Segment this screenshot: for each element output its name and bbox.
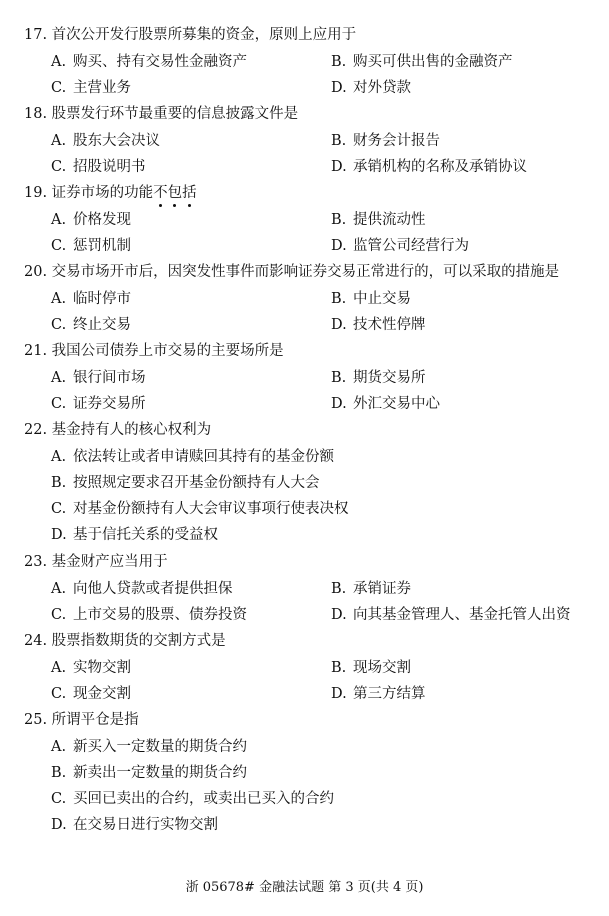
option-a	[51, 657, 131, 679]
option-c	[51, 604, 247, 626]
option-letter: D.	[331, 686, 347, 702]
page-footer: 浙 05678# 金融法试题 第 3 页(共 4 页)	[185, 880, 424, 895]
option-text: 在交易日进行实物交割	[73, 817, 218, 833]
option-letter: C.	[51, 791, 67, 807]
question-text: 股票指数期货的交割方式是	[51, 633, 226, 649]
option-d	[331, 235, 469, 257]
question-number: 18.	[24, 106, 48, 122]
question-stem	[24, 630, 226, 652]
option-d	[331, 77, 411, 99]
option-letter: C.	[51, 238, 67, 254]
option-c	[51, 235, 131, 257]
option-a	[51, 446, 334, 468]
option-text: 对基金份额持有人大会审议事项行使表决权	[73, 501, 349, 517]
option-letter: B.	[331, 212, 347, 228]
option-b	[331, 578, 411, 600]
option-text: 向他人贷款或者提供担保	[73, 581, 233, 597]
emphasis-char: 包	[168, 182, 183, 204]
option-text: 主营业务	[73, 80, 131, 96]
emphasis-dot	[188, 204, 191, 207]
emphasis-char: 不	[153, 182, 168, 204]
option-letter: A.	[51, 581, 67, 597]
option-text: 对外贷款	[353, 80, 411, 96]
option-text: 价格发现	[73, 212, 131, 228]
question-text: 股票发行环节最重要的信息披露文件是	[51, 106, 299, 122]
question-number: 21.	[24, 343, 48, 359]
option-d	[51, 524, 218, 546]
option-letter: B.	[51, 765, 67, 781]
option-d	[331, 314, 426, 336]
option-d	[331, 604, 571, 626]
option-b	[51, 762, 247, 784]
option-letter: B.	[331, 133, 347, 149]
option-letter: C.	[51, 159, 67, 175]
option-text: 上市交易的股票、债券投资	[73, 607, 247, 623]
option-letter: B.	[51, 475, 67, 491]
option-text: 外汇交易中心	[353, 396, 440, 412]
option-letter: B.	[331, 370, 347, 386]
option-text: 现金交割	[73, 686, 131, 702]
option-letter: A.	[51, 739, 67, 755]
option-text: 银行间市场	[73, 370, 146, 386]
option-text: 提供流动性	[353, 212, 426, 228]
option-letter: A.	[51, 54, 67, 70]
option-c	[51, 683, 131, 705]
option-b	[331, 657, 411, 679]
option-d	[331, 156, 527, 178]
option-text: 实物交割	[73, 660, 131, 676]
question-stem	[24, 340, 284, 362]
option-letter: D.	[331, 238, 347, 254]
option-a	[51, 288, 131, 310]
option-c	[51, 393, 146, 415]
option-a	[51, 130, 160, 152]
option-text: 承销机构的名称及承销协议	[353, 159, 527, 175]
option-letter: A.	[51, 291, 67, 307]
question-text: 所谓平仓是指	[51, 712, 139, 728]
option-b	[331, 367, 426, 389]
option-letter: B.	[331, 660, 347, 676]
option-a	[51, 736, 247, 758]
option-letter: B.	[331, 291, 347, 307]
question-number: 20.	[24, 264, 48, 280]
option-b	[51, 472, 320, 494]
option-text: 新买入一定数量的期货合约	[73, 739, 247, 755]
option-text: 购买可供出售的金融资产	[353, 54, 513, 70]
option-letter: D.	[331, 317, 347, 333]
question-number: 22.	[24, 422, 48, 438]
option-letter: A.	[51, 133, 67, 149]
option-text: 向其基金管理人、基金托管人出资	[353, 607, 571, 623]
option-text: 期货交易所	[353, 370, 426, 386]
question-stem	[24, 24, 356, 46]
option-c	[51, 314, 131, 336]
question-stem	[24, 103, 298, 125]
option-letter: A.	[51, 370, 67, 386]
option-c	[51, 77, 131, 99]
option-b	[331, 51, 513, 73]
option-letter: D.	[331, 80, 347, 96]
option-letter: D.	[331, 396, 347, 412]
option-text: 招股说明书	[73, 159, 146, 175]
question-number: 25.	[24, 712, 48, 728]
option-c	[51, 788, 334, 810]
option-letter: B.	[331, 581, 347, 597]
option-letter: A.	[51, 212, 67, 228]
option-letter: D.	[51, 817, 67, 833]
option-text: 新卖出一定数量的期货合约	[73, 765, 247, 781]
option-text: 按照规定要求召开基金份额持有人大会	[73, 475, 320, 491]
option-letter: C.	[51, 396, 67, 412]
option-c	[51, 156, 146, 178]
question-number: 17.	[24, 27, 48, 43]
option-letter: D.	[331, 607, 347, 623]
question-text: 基金财产应当用于	[51, 554, 168, 570]
option-letter: C.	[51, 686, 67, 702]
option-letter: D.	[331, 159, 347, 175]
option-letter: A.	[51, 449, 67, 465]
option-text: 技术性停牌	[353, 317, 426, 333]
option-a	[51, 51, 247, 73]
option-text: 证券交易所	[73, 396, 146, 412]
option-d	[331, 393, 440, 415]
option-text: 买回已卖出的合约，或卖出已买入的合约	[73, 791, 334, 807]
option-d	[51, 814, 218, 836]
option-text: 股东大会决议	[73, 133, 160, 149]
question-number: 19.	[24, 185, 48, 201]
question-text: 证券市场的功能	[51, 185, 154, 201]
option-text: 现场交割	[353, 660, 411, 676]
option-letter: A.	[51, 660, 67, 676]
emphasis-dot	[173, 204, 176, 207]
option-letter: C.	[51, 607, 67, 623]
option-text: 依法转让或者申请赎回其持有的基金份额	[73, 449, 334, 465]
question-stem	[24, 551, 168, 573]
emphasis-char: 括	[182, 182, 197, 204]
question-number: 24.	[24, 633, 48, 649]
question-text: 交易市场开市后，因突发性事件而影响证券交易正常进行的，可以采取的措施是	[51, 264, 560, 280]
option-text: 惩罚机制	[73, 238, 131, 254]
option-text: 终止交易	[73, 317, 131, 333]
option-letter: D.	[51, 527, 67, 543]
question-text: 我国公司债券上市交易的主要场所是	[51, 343, 284, 359]
option-d	[331, 683, 426, 705]
option-b	[331, 209, 426, 231]
question-stem	[24, 182, 197, 204]
option-text: 购买、持有交易性金融资产	[73, 54, 247, 70]
question-stem	[24, 709, 139, 731]
option-text: 监管公司经营行为	[353, 238, 469, 254]
option-text: 承销证券	[353, 581, 411, 597]
option-letter: B.	[331, 54, 347, 70]
option-b	[331, 288, 411, 310]
option-text: 财务会计报告	[353, 133, 440, 149]
option-text: 基于信托关系的受益权	[73, 527, 218, 543]
option-c	[51, 498, 349, 520]
option-a	[51, 578, 233, 600]
option-letter: C.	[51, 80, 67, 96]
option-a	[51, 367, 146, 389]
question-text: 基金持有人的核心权利为	[51, 422, 212, 438]
emphasis-dot	[159, 204, 162, 207]
option-a	[51, 209, 131, 231]
option-text: 临时停市	[73, 291, 131, 307]
option-letter: C.	[51, 317, 67, 333]
option-b	[331, 130, 440, 152]
option-letter: C.	[51, 501, 67, 517]
question-text: 首次公开发行股票所募集的资金，原则上应用于	[51, 27, 357, 43]
option-text: 中止交易	[353, 291, 411, 307]
question-number: 23.	[24, 554, 48, 570]
option-text: 第三方结算	[353, 686, 426, 702]
question-stem	[24, 419, 211, 441]
question-stem	[24, 261, 559, 283]
